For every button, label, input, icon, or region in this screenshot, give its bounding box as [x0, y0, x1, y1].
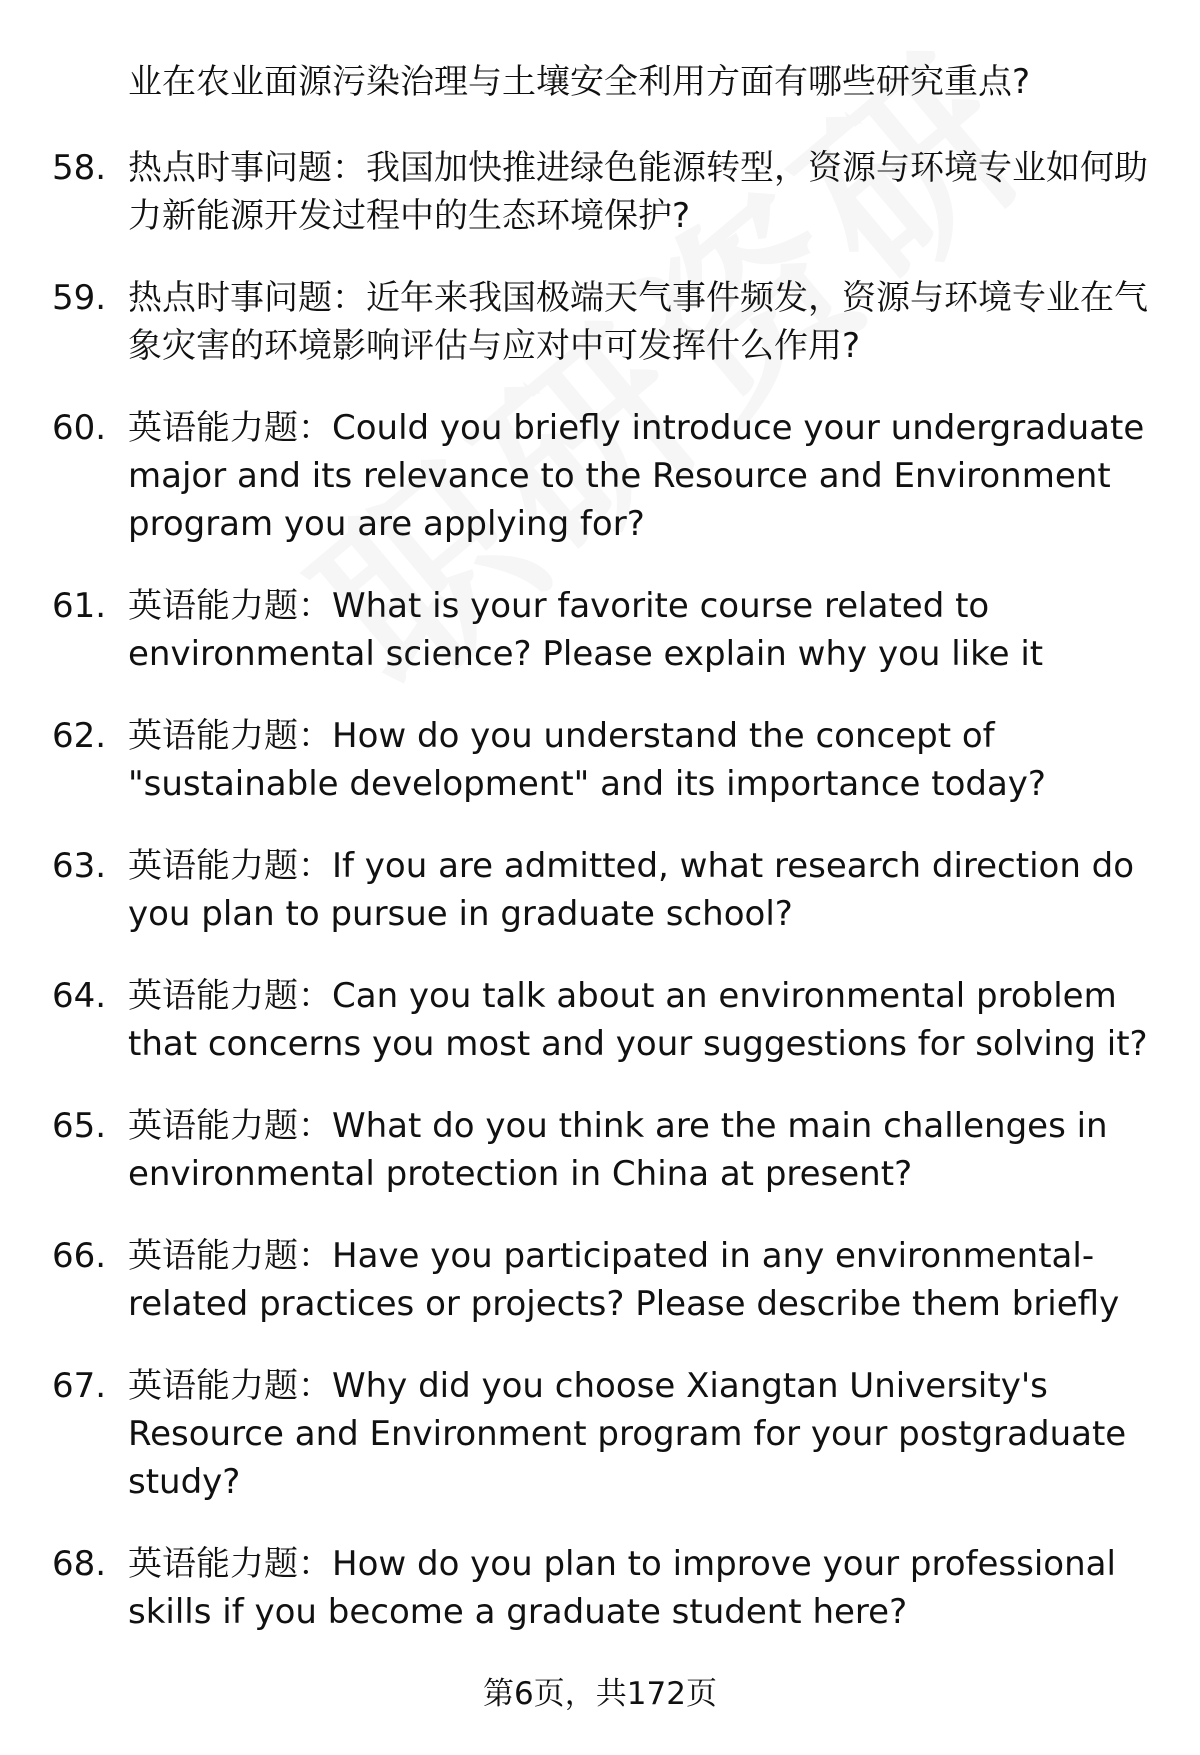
question-item: [52, 842, 1162, 938]
question-text: 英语能力题：How do you understand the concept of "sustainable development" and its importance today?: [128, 716, 1046, 804]
question-item: [52, 1232, 1162, 1328]
question-item: [52, 712, 1162, 808]
question-text: 热点时事问题：近年来我国极端天气事件频发，资源与环境专业在气象灾害的环境影响评估与应对中可发挥什么作用?: [128, 278, 1148, 366]
question-text: 英语能力题：Why did you choose Xiangtan University's Resource and Environment program for your postgraduate study?: [128, 1366, 1127, 1502]
question-text: 英语能力题：What is your favorite course related to environmental science? Please explain why you like it: [128, 586, 1044, 674]
question-text: 英语能力题：How do you plan to improve your professional skills if you become a graduate student here?: [128, 1544, 1116, 1632]
question-item: [52, 972, 1162, 1068]
question-item: [52, 404, 1162, 548]
question-item: [52, 1102, 1162, 1198]
question-text: 热点时事问题：我国加快推进绿色能源转型，资源与环境专业如何助力新能源开发过程中的生态环境保护?: [128, 148, 1148, 236]
question-text: 英语能力题：Have you participated in any environmental-related practices or projects? Please describe them briefly: [128, 1236, 1120, 1324]
question-number: 66.: [52, 1236, 107, 1276]
question-number: 59.: [52, 278, 107, 318]
question-number: 65.: [52, 1106, 107, 1146]
question-number: 58.: [52, 148, 107, 188]
question-number: 67.: [52, 1366, 107, 1406]
question-number: 61.: [52, 586, 107, 626]
question-number: 63.: [52, 846, 107, 886]
question-item: [52, 274, 1162, 370]
question-text: 英语能力题：Could you briefly introduce your undergraduate major and its relevance to the Resource and Environment program you are applying for?: [128, 408, 1145, 544]
question-text: 英语能力题：What do you think are the main challenges in environmental protection in China at present?: [128, 1106, 1108, 1194]
question-number: 68.: [52, 1544, 107, 1584]
question-item: [52, 144, 1162, 240]
question-number: 60.: [52, 408, 107, 448]
question-text: 英语能力题：If you are admitted, what research direction do you plan to pursue in graduate school?: [128, 846, 1135, 934]
continuation-text: 业在农业面源污染治理与土壤安全利用方面有哪些研究重点?: [128, 62, 1031, 102]
question-item: [52, 1540, 1162, 1636]
page-footer: 第6页，共172页: [483, 1676, 717, 1712]
question-number: 64.: [52, 976, 107, 1016]
question-number: 62.: [52, 716, 107, 756]
question-item: [52, 582, 1162, 678]
question-text: 英语能力题：Can you talk about an environmental problem that concerns you most and your suggestions for solving it?: [128, 976, 1148, 1064]
question-item: [52, 1362, 1162, 1506]
